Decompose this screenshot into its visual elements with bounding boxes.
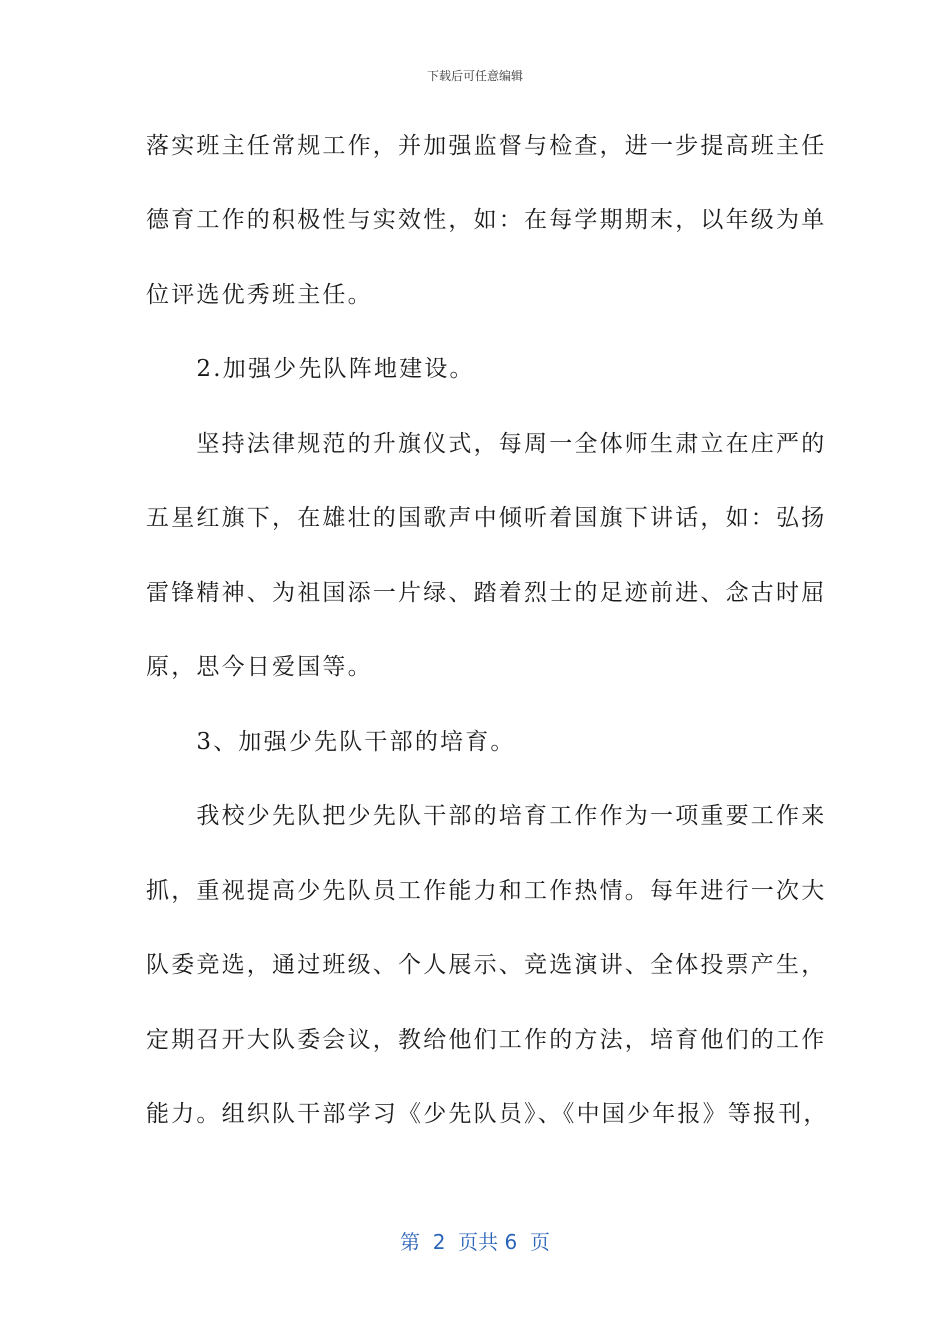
page-header-note: 下载后可任意编辑 [426,69,523,83]
text-line: 定期召开大队委会议，教给他们工作的方法，培育他们的工作 [146,1027,827,1053]
page-number: 第 2 页共 6 页 [400,1230,550,1254]
text-line: 队委竞选，通过班级、个人展示、竞选演讲、全体投票产生， [146,952,827,978]
text-line: 德育工作的积极性与实效性，如：在每学期期末，以年级为单 [146,207,827,233]
text-line: 雷锋精神、为祖国添一片绿、踏着烈士的足迹前进、念古时屈 [146,580,827,606]
text-line: 落实班主任常规工作，并加强监督与检查，进一步提高班主任 [146,133,827,159]
section-heading: 2.加强少先队阵地建设。 [146,356,475,382]
text-line: 原，思今日爱国等。 [146,654,373,680]
text-line: 坚持法律规范的升旗仪式，每周一全体师生肃立在庄严的 [146,431,827,457]
section-heading: 3、加强少先队干部的培育。 [146,729,516,755]
text-line: 我校少先队把少先队干部的培育工作作为一项重要工作来 [146,803,827,829]
text-line: 抓，重视提高少先队员工作能力和工作热情。每年进行一次大 [146,878,827,904]
text-line: 能力。组织队干部学习《少先队员》、《中国少年报》等报刊， [146,1101,829,1127]
text-line: 五星红旗下，在雄壮的国歌声中倾听着国旗下讲话，如：弘扬 [146,505,827,531]
text-line: 位评选优秀班主任。 [146,282,373,308]
